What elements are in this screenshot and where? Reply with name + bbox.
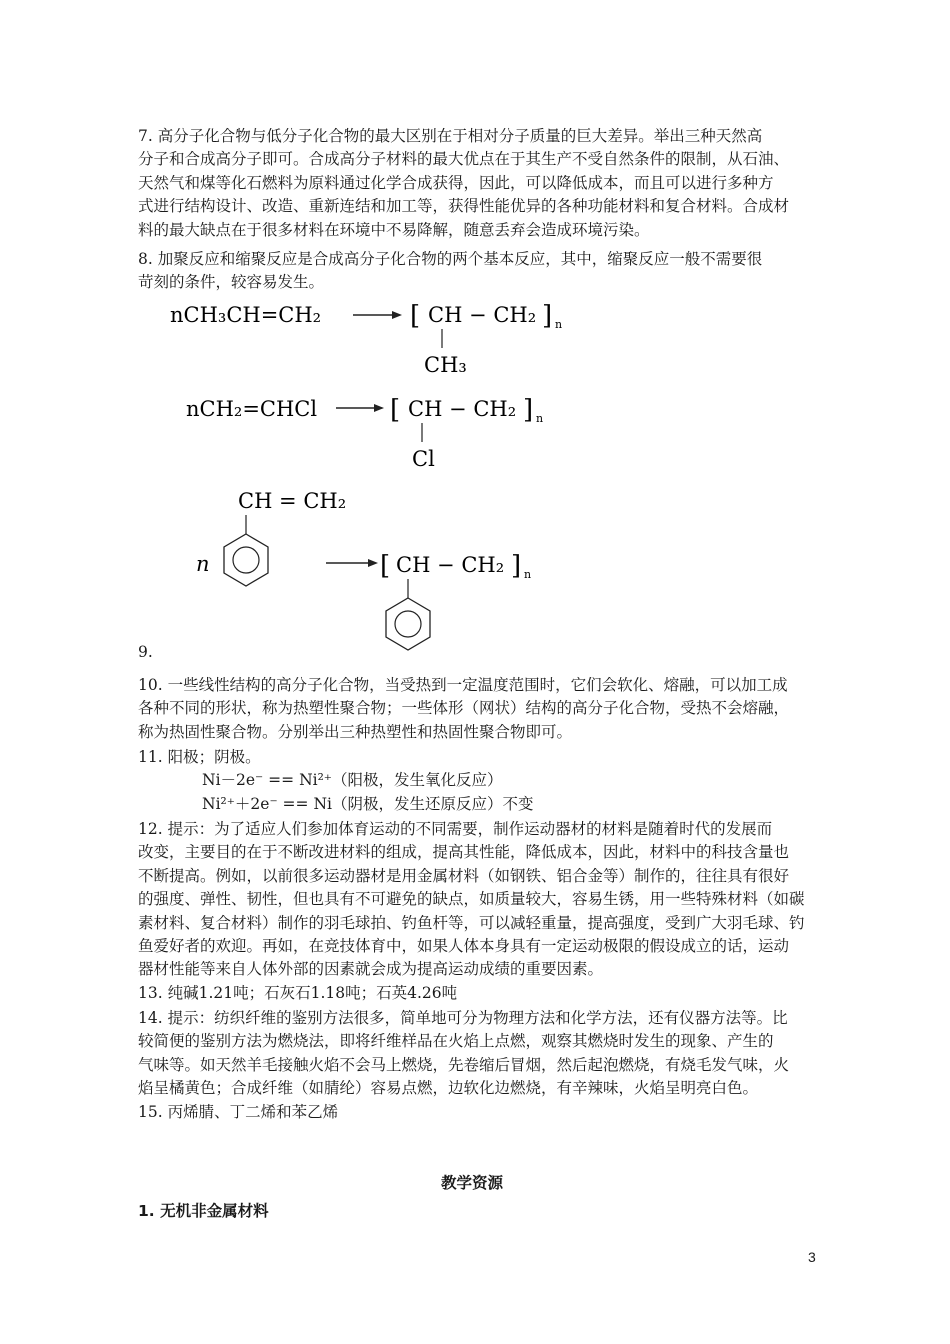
product: CH − CH₂ xyxy=(408,397,517,421)
benzene-ring-icon xyxy=(224,534,268,586)
answer-7 xyxy=(138,125,818,242)
reactant: nCH₂=CHCl xyxy=(186,397,318,421)
answer-15 xyxy=(138,1101,818,1124)
polymerization-formula-propylene xyxy=(170,296,590,386)
polymerization-formula-styrene xyxy=(196,484,556,654)
text-line: 13. 纯碱1.21吨；石灰石1.18吨；石英4.26吨 xyxy=(138,984,458,1002)
product: CH − CH₂ xyxy=(428,303,537,327)
answer-12 xyxy=(138,818,818,982)
arrow-icon xyxy=(368,559,378,567)
polymerization-formula-vinyl-chloride xyxy=(186,392,586,472)
text-line: 14. 提示：纺织纤维的鉴别方法很多，简单地可分为物理方法和化学方法，还有仪器方法等。比 xyxy=(138,1009,788,1027)
equation-cathode: Ni²⁺＋2e⁻ == Ni（阴极，发生还原反应）不变 xyxy=(202,794,534,813)
text-line: 称为热固性聚合物。分别举出三种热塑性和热固性聚合物即可。 xyxy=(138,722,573,741)
text-line: 天然气和煤等化石燃料为原料通过化学合成获得，因此，可以降低成本，而且可以进行多种方 xyxy=(138,173,774,192)
answer-8 xyxy=(138,248,818,295)
answer-11 xyxy=(138,746,818,816)
text-line: 气味等。如天然羊毛接触火焰不会马上燃烧，先卷缩后冒烟，然后起泡燃烧，有烧毛发气味，火 xyxy=(138,1055,790,1074)
answer-9 xyxy=(138,641,818,664)
answer-13 xyxy=(138,982,818,1005)
text-line: 9. xyxy=(138,643,153,661)
equation-anode: Ni－2e⁻ == Ni²⁺（阳极，发生氧化反应） xyxy=(202,771,503,790)
answer-14 xyxy=(138,1007,818,1101)
text-line: 焰呈橘黄色；合成纤维（如腈纶）容易点燃，边软化边燃烧，有辛辣味，火焰呈明亮白色。 xyxy=(138,1079,759,1098)
text-line: 苛刻的条件，较容易发生。 xyxy=(138,273,325,292)
text-line: 分子和合成高分子即可。合成高分子材料的最大优点在于其生产不受自然条件的限制，从石油、 xyxy=(138,150,790,169)
reactant: nCH₃CH=CH₂ xyxy=(170,303,322,327)
text-line: 器材性能等来自人体外部的因素就会成为提高运动成绩的重要因素。 xyxy=(138,960,604,979)
subscript-n: n xyxy=(555,318,563,331)
coefficient-n: n xyxy=(196,552,210,576)
bracket-open: [ xyxy=(410,301,421,331)
bracket-close: ] xyxy=(542,301,553,331)
text-line: 11. 阳极；阴极。 xyxy=(138,748,261,766)
section-subtitle: 1. 无机非金属材料 xyxy=(138,1202,269,1220)
text-line: 鱼爱好者的欢迎。再如，在竞技体育中，如果人体本身具有一定运动极限的假设成立的话，运动 xyxy=(138,936,790,955)
product: CH − CH₂ xyxy=(396,553,505,577)
page-number: 3 xyxy=(808,1249,816,1265)
text-line: 12. 提示：为了适应人们参加体育运动的不同需要，制作运动器材的材料是随着时代的发展而 xyxy=(138,820,773,838)
bracket-open: [ xyxy=(380,551,391,581)
text-line: 7. 高分子化合物与低分子化合物的最大区别在于相对分子质量的巨大差异。举出三种天然高 xyxy=(138,127,763,145)
substituent: Cl xyxy=(412,447,435,471)
text-line: 各种不同的形状，称为热塑性聚合物；一些体形（网状）结构的高分子化合物，受热不会熔融， xyxy=(138,699,790,718)
subscript-n: n xyxy=(536,412,544,425)
text-line: 式进行结构设计、改造、重新连结和加工等，获得性能优异的各种功能材料和复合材料。合成材 xyxy=(138,197,790,216)
answer-10 xyxy=(138,674,818,744)
text-line: 15. 丙烯腈、丁二烯和苯乙烯 xyxy=(138,1103,339,1121)
bracket-open: [ xyxy=(390,395,401,425)
reactant-top: CH = CH₂ xyxy=(238,489,347,513)
arrow-icon xyxy=(392,311,402,319)
text-line: 8. 加聚反应和缩聚反应是合成高分子化合物的两个基本反应，其中，缩聚反应一般不需要很 xyxy=(138,250,763,268)
text-line: 料的最大缺点在于很多材料在环境中不易降解，随意丢弃会造成环境污染。 xyxy=(138,220,650,239)
text-line: 的强度、弹性、韧性，但也具有不可避免的缺点，如质量较大，容易生锈，用一些特殊材料（如碳 xyxy=(138,890,805,909)
bracket-close: ] xyxy=(511,551,522,581)
text-line: 素材料、复合材料）制作的羽毛球拍、钓鱼杆等，可以减轻重量，提高强度，受到广大羽毛球、钓 xyxy=(138,913,805,932)
text-line: 改变，主要目的在于不断改进材料的组成，提高其性能，降低成本，因此，材料中的科技含量也 xyxy=(138,843,790,862)
text-line: 较简便的鉴别方法为燃烧法，即将纤维样品在火焰上点燃，观察其燃烧时发生的现象、产生的 xyxy=(138,1032,774,1051)
section-title: 教学资源 xyxy=(441,1174,504,1192)
bracket-close: ] xyxy=(523,395,534,425)
arrow-icon xyxy=(374,404,384,412)
text-line: 不断提高。例如，以前很多运动器材是用金属材料（如钢铁、铝合金等）制作的，往往具有很好 xyxy=(138,866,790,885)
subscript-n: n xyxy=(524,568,532,581)
substituent: CH₃ xyxy=(424,353,467,377)
text-line: 10. 一些线性结构的高分子化合物，当受热到一定温度范围时，它们会软化、熔融，可以加工成 xyxy=(138,676,788,694)
